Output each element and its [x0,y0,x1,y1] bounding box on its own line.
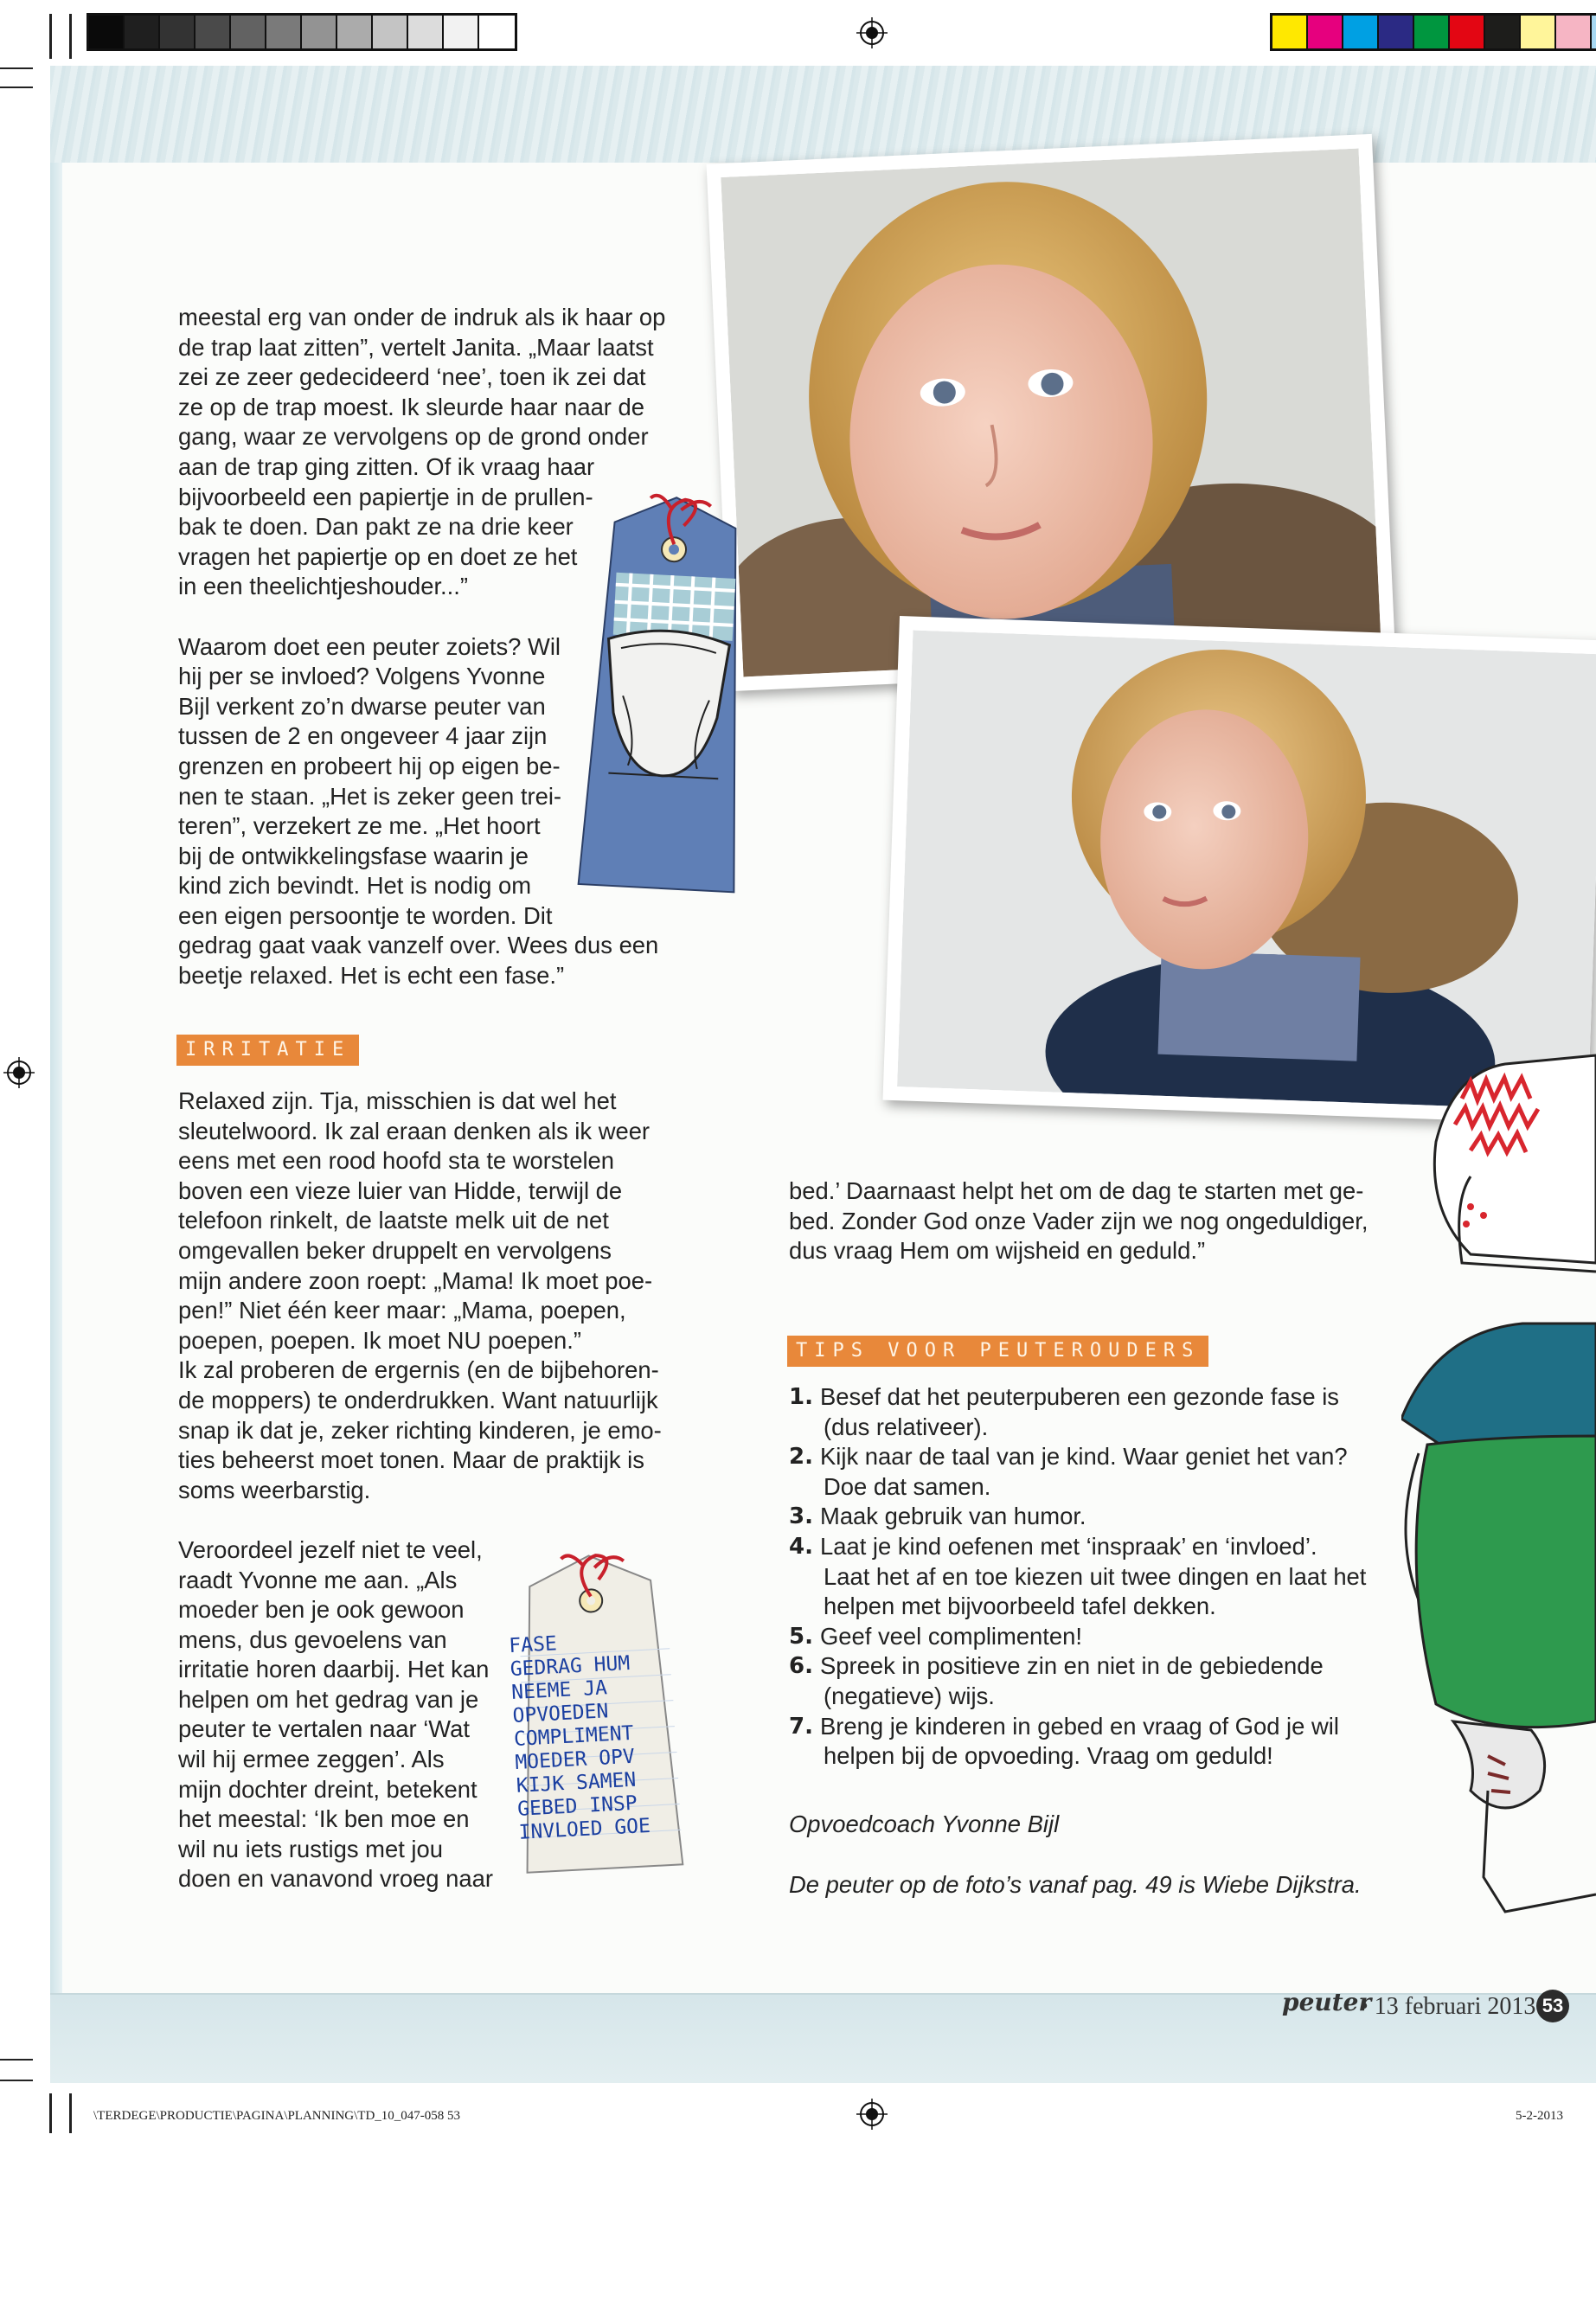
tag-note-line: INVLOED GOE [518,1814,651,1844]
tips-list [789,1382,1366,1772]
tag-note-line: GEBED INSP [516,1791,638,1821]
paragraph [789,1176,1368,1266]
color-swatch [337,16,373,48]
text-line: snap ik dat je, zeker richting kinderen, je emo- [178,1416,662,1444]
tip-text-line: helpen met bijvoorbeeld tafel dekken. [824,1593,1216,1620]
boy-portrait-image [721,149,1381,677]
text-line: sleutelwoord. Ik zal eraan denken als ik weer [178,1117,651,1144]
color-swatch [1556,16,1592,48]
text-line: de moppers) te onderdrukken. Want natuurlijk [178,1386,658,1413]
text-line: zei ze zeer gedecideerd ‘nee’, toen ik zei dat [178,363,646,391]
text-line: doen en vanavond vroeg naar [178,1865,493,1893]
tag-note-line: NEEME JA [510,1676,608,1705]
text-line: omgevallen beker druppelt en vervolgens [178,1236,612,1264]
text-line: mijn andere zoon roept: „Mama! Ik moet poe- [178,1266,653,1294]
text-line: vragen het papiertje op en doet ze het [178,542,578,570]
tag-note-line: GEDRAG HUM [510,1651,631,1682]
tip-text-line: (dus relativeer). [824,1413,989,1440]
color-swatch [160,16,195,48]
tip-item [789,1622,1366,1652]
section-heading-irritatie: IRRITATIE [176,1035,359,1066]
text-line: wil nu iets rustigs met jou [178,1835,443,1862]
text-line: poepen, poepen. Ik moet NU poepen.” [178,1326,581,1354]
process-color-bar [1270,13,1596,51]
photo-credit [789,1870,1362,1900]
text-line: peuter te vertalen naar ‘Wat [178,1715,470,1743]
text-line: dus vraag Hem om wijsheid en geduld.” [789,1237,1206,1265]
text-line: teren”, verzekert ze me. „Het hoort [178,812,541,840]
crop-mark [49,2093,52,2133]
color-swatch [444,16,479,48]
text-line: in een theelichtjeshouder...” [178,573,468,600]
tip-item [789,1651,1366,1711]
text-line: moeder ben je ook gewoon [178,1596,465,1624]
tip-item [789,1442,1366,1502]
text-line: bijvoorbeeld een papiertje in de prullen- [178,483,593,510]
text-line: ze op de trap moest. Ik sleurde haar naar de [178,393,644,420]
photo-credit-text: De peuter op de foto’s vanaf pag. 49 is Wiebe Dijkstra. [789,1871,1362,1898]
tag-note-line: OPVOEDEN [511,1700,609,1728]
issue-date: • 13 februari 2013 [1360,1993,1536,2020]
tip-text-line: Spreek in positieve zin en niet in de gebiedende [820,1652,1324,1680]
text-line: hij per se invloed? Volgens Yvonne [178,663,546,690]
crop-mark [49,14,52,59]
tip-number: 7. [789,1713,813,1740]
text-line: tussen de 2 en ongeveer 4 jaar zijn [178,722,548,750]
tip-number: 1. [789,1384,813,1410]
tip-text-line: Breng je kinderen in gebed en vraag of God je wil [820,1712,1339,1740]
text-line: helpen om het gedrag van je [178,1685,479,1713]
text-line: Ik zal proberen de ergernis (en de bijbehoren- [178,1356,659,1384]
color-swatch [125,16,160,48]
text-line: nen te staan. „Het is zeker geen trei- [178,782,562,810]
crop-mark [0,87,33,88]
tag-note-line: FASE [508,1632,558,1658]
tip-item [789,1502,1366,1532]
text-line: irritatie horen daarbij. Het kan [178,1656,490,1683]
tip-text-line: Geef veel complimenten! [820,1622,1082,1650]
text-line: meestal erg van onder de indruk als ik haar op [178,304,666,330]
text-line: het meestal: ‘Ik ben moe en [178,1805,470,1833]
color-swatch [266,16,302,48]
text-line: wil hij ermee zeggen’. Als [178,1746,445,1773]
registration-target-icon [3,1057,35,1088]
tag-note-line: KIJK SAMEN [516,1768,637,1798]
color-swatch [1272,16,1308,48]
color-swatch [1414,16,1450,48]
tip-text-line: Kijk naar de taal van je kind. Waar geniet het van? [820,1443,1348,1471]
color-swatch [373,16,408,48]
color-swatch [408,16,444,48]
tip-item [789,1532,1366,1622]
text-line: pen!” Niet één keer maar: „Mama, poepen, [178,1297,626,1324]
tip-number: 6. [789,1653,813,1680]
color-swatch [302,16,337,48]
production-slug-path: \TERDEGE\PRODUCTIE\PAGINA\PLANNING\TD_10_047-058 53 [93,2109,461,2123]
text-line: bij de ontwikkelingsfase waarin je [178,842,529,869]
text-line: de trap laat zitten”, vertelt Janita. „Maar laatst [178,333,654,361]
text-line: beetje relaxed. Het is echt een fase.” [178,962,565,990]
section-heading-tips: TIPS VOOR PEUTEROUDERS [787,1336,1208,1367]
tip-text-line: Besef dat het peuterpuberen een gezonde fase is [820,1383,1339,1410]
tag-note-text [509,1628,651,1845]
text-line: aan de trap ging zitten. Of ik vraag haar [178,452,595,480]
tip-number: 3. [789,1503,813,1530]
boy-profile-image [897,630,1596,1111]
registration-target-icon [856,2099,888,2130]
text-line: grenzen en probeert hij op eigen be- [178,752,561,779]
tip-item [789,1712,1366,1772]
magazine-brand: peuter [1282,1988,1372,2016]
color-swatch [231,16,266,48]
signature-text: Opvoedcoach Yvonne Bijl [789,1811,1060,1837]
child-drawing-illustration [1401,1047,1596,1929]
tip-text-line: helpen bij de opvoeding. Vraag om geduld! [824,1742,1273,1770]
text-line: boven een vieze luier van Hidde, terwijl de [178,1176,623,1204]
tip-number: 4. [789,1533,813,1560]
tag-diaper-illustration [571,491,796,907]
color-swatch [1485,16,1521,48]
text-line: bak te doen. Dan pakt ze na drie keer [178,513,574,541]
tip-item [789,1382,1366,1442]
crop-mark [0,2080,33,2081]
crop-mark [69,14,72,59]
color-swatch [1379,16,1414,48]
color-swatch [1450,16,1485,48]
color-swatch [1308,16,1343,48]
tag-handwritten-note [502,1548,701,1877]
crop-mark [0,67,33,69]
tag-note-line: COMPLIMENT [513,1721,635,1751]
tip-number: 2. [789,1444,813,1471]
page-left-edge [50,163,62,2031]
tag-note-line: MOEDER OPV [514,1745,636,1774]
production-slug-date: 5-2-2013 [1516,2109,1563,2123]
article-column-right [789,1176,1368,1266]
text-line: Bijl verkent zo’n dwarse peuter van [178,692,546,720]
text-line: mijn dochter dreint, betekent [178,1775,478,1803]
text-line: een eigen persoontje te worden. Dit [178,901,553,929]
color-swatch [1343,16,1379,48]
greyscale-color-bar [87,13,517,51]
text-line: kind zich bevindt. Het is nodig om [178,872,532,900]
text-line: ties beheerst moet tonen. Maar de praktijk is [178,1446,644,1474]
registration-target-icon [856,17,888,48]
text-line: eens met een rood hoofd sta te worstelen [178,1147,614,1175]
text-line: mens, dus gevoelens van [178,1625,447,1653]
color-swatch [1521,16,1556,48]
text-line: raadt Yvonne me aan. „Als [178,1566,458,1593]
color-swatch [89,16,125,48]
crop-mark [0,2059,33,2061]
signature [789,1810,1059,1840]
tip-text-line: Laat het af en toe kiezen uit twee dingen en laat het [824,1562,1367,1590]
text-line: gedrag gaat vaak vanzelf over. Wees dus een [178,932,659,959]
text-line: Relaxed zijn. Tja, misschien is dat wel het [178,1087,617,1114]
paragraph [178,1086,662,1505]
text-line: Waarom doet een peuter zoiets? Wil [178,632,561,660]
tip-text-line: Laat je kind oefenen met ‘inspraak’ en ‘invloed’. [820,1532,1317,1560]
text-line: bed.’ Daarnaast helpt het om de dag te starten met ge- [789,1177,1364,1204]
photo-boy-closeup [707,134,1396,691]
tip-number: 5. [789,1623,813,1650]
text-line: soms weerbarstig. [178,1476,371,1503]
color-swatch [195,16,231,48]
color-swatch [1592,16,1596,48]
text-line: telefoon rinkelt, de laatste melk uit de net [178,1207,609,1234]
tip-text-line: Maak gebruik van humor. [820,1503,1086,1530]
text-line: bed. Zonder God onze Vader zijn we nog ongeduldiger, [789,1207,1368,1234]
text-line: Veroordeel jezelf niet te veel, [178,1535,483,1563]
text-line: gang, waar ze vervolgens op de grond onder [178,423,649,451]
color-swatch [479,16,515,48]
tip-text-line: (negatieve) wijs. [824,1682,995,1709]
crop-mark [69,2093,72,2133]
page-number-badge: 53 [1536,1990,1569,2022]
tip-text-line: Doe dat samen. [824,1472,991,1500]
